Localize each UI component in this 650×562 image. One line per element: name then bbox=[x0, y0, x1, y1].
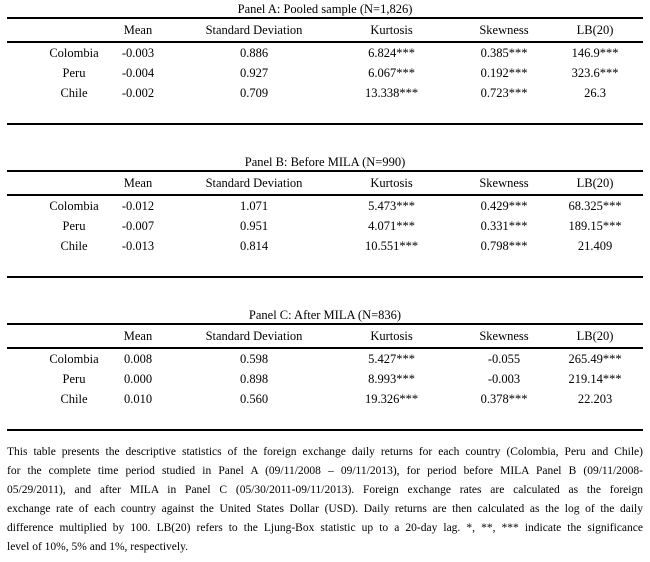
table-row-chile bbox=[7, 83, 643, 103]
cell-skewness: 0.798*** bbox=[480, 238, 528, 253]
cell-std-deviation: 0.927 bbox=[239, 65, 269, 80]
row-label: Peru bbox=[62, 371, 86, 386]
table-row-chile bbox=[7, 389, 643, 409]
cell-mean: -0.002 bbox=[121, 85, 155, 100]
spacer-row bbox=[7, 256, 643, 277]
spacer-row bbox=[7, 409, 643, 430]
panel-a-title: Panel A: Pooled sample (N=1,826) bbox=[237, 2, 413, 16]
cell-kurtosis: 6.824*** bbox=[368, 45, 415, 60]
cell-lb20: 22.203 bbox=[577, 391, 613, 406]
column-header-blank bbox=[7, 18, 107, 42]
column-header-skewness: Skewness bbox=[444, 171, 564, 195]
cell-skewness: 0.723*** bbox=[480, 85, 528, 100]
cell-skewness: 0.378*** bbox=[480, 391, 528, 406]
cell-skewness: -0.055 bbox=[487, 351, 521, 366]
footnote-line: exchange rate of each country against the United States Dollar (USD). Daily returns are then calculated as the log of the daily bbox=[7, 502, 643, 515]
column-header-mean: Mean bbox=[107, 171, 169, 195]
cell-mean: -0.013 bbox=[121, 238, 155, 253]
panel-b-title: Panel B: Before MILA (N=990) bbox=[244, 155, 406, 169]
footnote-line: level of 10%, 5% and 1%, respectively. bbox=[7, 540, 188, 553]
panel-a bbox=[0, 2, 650, 125]
cell-skewness: 0.331*** bbox=[480, 218, 528, 233]
cell-lb20: 26.3 bbox=[584, 85, 606, 100]
cell-kurtosis: 4.071*** bbox=[368, 218, 415, 233]
cell-mean: 0.010 bbox=[123, 391, 153, 406]
cell-lb20: 265.49*** bbox=[568, 351, 622, 366]
cell-kurtosis: 8.993*** bbox=[368, 371, 415, 386]
cell-kurtosis: 5.473*** bbox=[368, 198, 415, 213]
row-label: Chile bbox=[60, 391, 88, 406]
column-header-mean: Mean bbox=[107, 18, 169, 42]
table-row-colombia bbox=[7, 42, 643, 63]
cell-std-deviation: 0.709 bbox=[239, 85, 269, 100]
cell-mean: -0.004 bbox=[121, 65, 155, 80]
cell-skewness: 0.192*** bbox=[480, 65, 528, 80]
header-row bbox=[7, 171, 643, 195]
row-label: Peru bbox=[62, 65, 86, 80]
panel-c-table bbox=[7, 323, 643, 431]
table-row-peru bbox=[7, 216, 643, 236]
column-header-mean: Mean bbox=[107, 324, 169, 348]
row-label: Peru bbox=[62, 218, 86, 233]
column-header-lb20: LB(20) bbox=[564, 171, 643, 195]
column-header-std-deviation: Standard Deviation bbox=[169, 171, 339, 195]
header-row bbox=[7, 324, 643, 348]
column-header-kurtosis: Kurtosis bbox=[339, 324, 444, 348]
row-label: Chile bbox=[60, 85, 88, 100]
cell-kurtosis: 6.067*** bbox=[368, 65, 415, 80]
table-row-colombia bbox=[7, 195, 643, 216]
cell-kurtosis: 13.338*** bbox=[364, 85, 419, 100]
row-label: Colombia bbox=[49, 198, 99, 213]
panel-b bbox=[0, 155, 650, 278]
column-header-skewness: Skewness bbox=[444, 18, 564, 42]
table-footnote bbox=[7, 443, 643, 557]
column-header-blank bbox=[7, 324, 107, 348]
column-header-skewness: Skewness bbox=[444, 324, 564, 348]
column-header-lb20: LB(20) bbox=[564, 18, 643, 42]
cell-kurtosis: 19.326*** bbox=[364, 391, 419, 406]
cell-mean: 0.008 bbox=[123, 351, 153, 366]
cell-std-deviation: 0.560 bbox=[239, 391, 269, 406]
table-row-chile bbox=[7, 236, 643, 256]
header-row bbox=[7, 18, 643, 42]
column-header-std-deviation: Standard Deviation bbox=[169, 324, 339, 348]
table-row-peru bbox=[7, 369, 643, 389]
cell-mean: 0.000 bbox=[123, 371, 153, 386]
column-header-kurtosis: Kurtosis bbox=[339, 171, 444, 195]
cell-mean: -0.012 bbox=[121, 198, 155, 213]
footnote-line: difference multiplied by 100. LB(20) refers to the Ljung-Box statistic up to a 20-day lag. *, **, *** indicate the significance bbox=[7, 521, 643, 534]
panel-a-table bbox=[7, 17, 643, 125]
panel-c-title: Panel C: After MILA (N=836) bbox=[248, 308, 402, 322]
footnote-line: for the complete time period studied in Panel A (09/11/2008 – 09/11/2013), for period before MILA Panel B (09/11/2008- bbox=[7, 464, 643, 477]
row-label: Colombia bbox=[49, 351, 99, 366]
cell-mean: -0.003 bbox=[121, 45, 155, 60]
column-header-std-deviation: Standard Deviation bbox=[169, 18, 339, 42]
cell-lb20: 323.6*** bbox=[571, 65, 619, 80]
cell-std-deviation: 1.071 bbox=[239, 198, 269, 213]
row-label: Colombia bbox=[49, 45, 99, 60]
cell-skewness: -0.003 bbox=[487, 371, 521, 386]
cell-std-deviation: 0.951 bbox=[239, 218, 269, 233]
panel-c bbox=[0, 308, 650, 431]
cell-kurtosis: 10.551*** bbox=[364, 238, 419, 253]
panel-b-table bbox=[7, 170, 643, 278]
cell-lb20: 146.9*** bbox=[571, 45, 619, 60]
cell-lb20: 21.409 bbox=[577, 238, 613, 253]
cell-std-deviation: 0.598 bbox=[239, 351, 269, 366]
cell-mean: -0.007 bbox=[121, 218, 155, 233]
spacer-row bbox=[7, 103, 643, 124]
row-label: Chile bbox=[60, 238, 88, 253]
footnote-line: 05/29/2011), and after MILA in Panel C (05/30/2011-09/11/2013). Foreign exchange rates are calculated as the foreign bbox=[7, 483, 643, 496]
cell-lb20: 68.325*** bbox=[568, 198, 622, 213]
cell-lb20: 189.15*** bbox=[568, 218, 622, 233]
table-row-colombia bbox=[7, 348, 643, 369]
cell-std-deviation: 0.886 bbox=[239, 45, 269, 60]
column-header-kurtosis: Kurtosis bbox=[339, 18, 444, 42]
cell-skewness: 0.385*** bbox=[480, 45, 528, 60]
cell-skewness: 0.429*** bbox=[480, 198, 528, 213]
cell-std-deviation: 0.898 bbox=[239, 371, 269, 386]
table-row-peru bbox=[7, 63, 643, 83]
cell-lb20: 219.14*** bbox=[568, 371, 622, 386]
column-header-blank bbox=[7, 171, 107, 195]
cell-kurtosis: 5.427*** bbox=[368, 351, 415, 366]
footnote-line: This table presents the descriptive statistics of the foreign exchange daily returns for each country (Colombia, Peru and Chile) bbox=[7, 446, 643, 458]
cell-std-deviation: 0.814 bbox=[239, 238, 269, 253]
column-header-lb20: LB(20) bbox=[564, 324, 643, 348]
